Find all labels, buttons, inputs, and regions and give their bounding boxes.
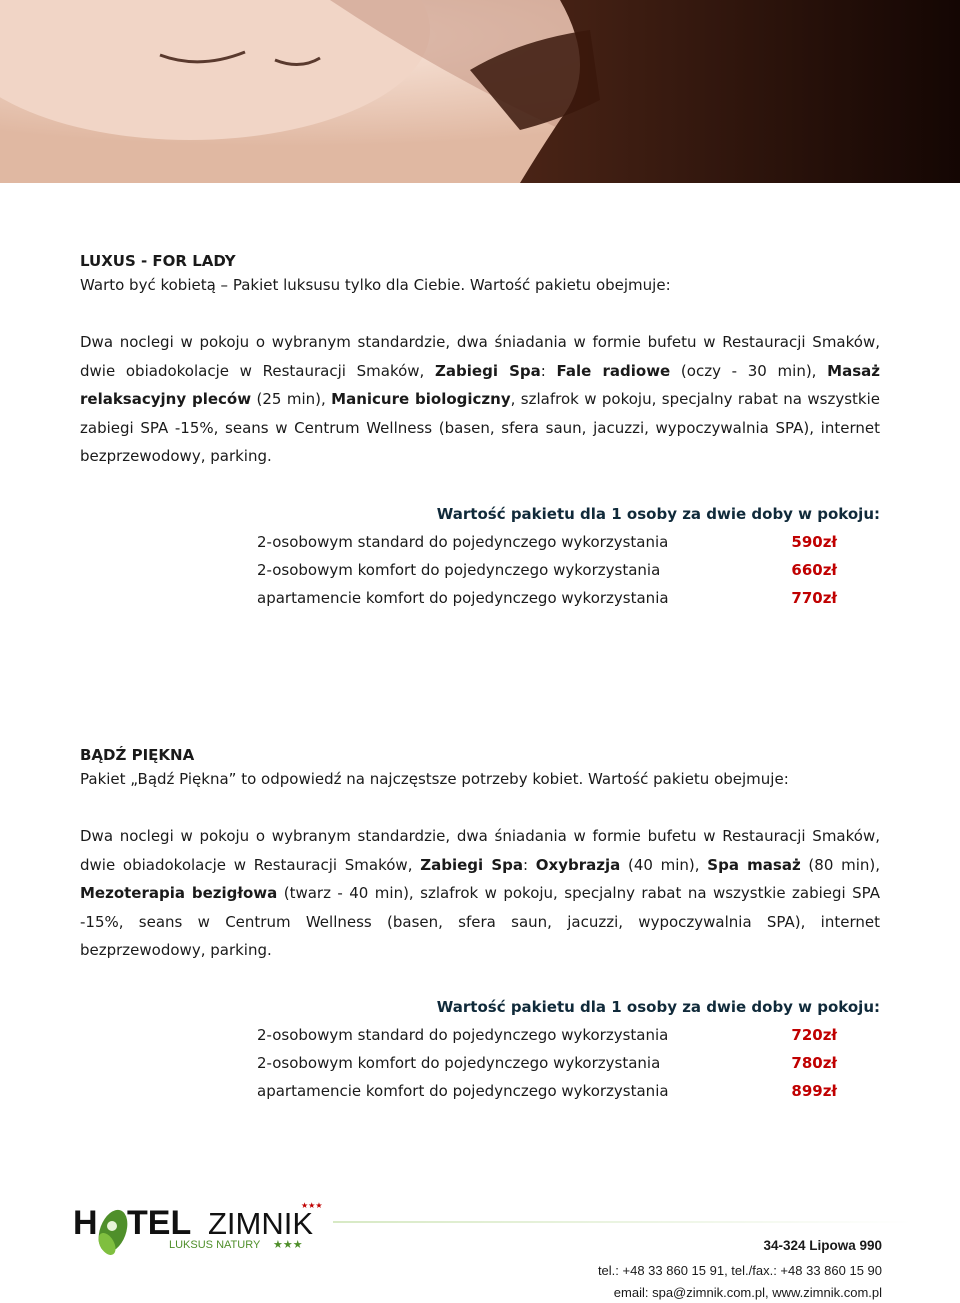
highlighted-treatment: Oxybrazja: [535, 855, 621, 874]
logo-bottom-stars: ★★★: [273, 1238, 303, 1251]
logo-tagline: LUKSUS NATURY: [169, 1239, 261, 1251]
highlighted-treatment: Zabiegi Spa: [420, 855, 523, 874]
price-table-luxus: [257, 500, 880, 612]
price-value: 770zł: [791, 589, 837, 607]
highlighted-treatment: Zabiegi Spa: [435, 361, 541, 380]
highlighted-treatment: Spa masaż: [707, 855, 801, 874]
highlighted-treatment: Mezoterapia bezigłowa: [80, 884, 278, 902]
package-description: [80, 822, 880, 965]
price-heading: Wartość pakietu dla 1 osoby za dwie doby w pokoju:: [436, 998, 880, 1016]
room-type-label: 2-osobowym komfort do pojedynczego wykorzystania: [257, 561, 661, 579]
package-badz-piekna: [80, 745, 880, 965]
description-text: :: [540, 361, 557, 380]
description-text: , szlafrok w pokoju, specjalny rabat na wszystkie zabiegi SPA -15%, seans w Centrum Wellness (basen, sfera saun, jacuzzi, wypoczywalnia SPA), internet bezprzewodowy, parking.: [80, 390, 880, 465]
description-text: (80 min),: [800, 855, 880, 874]
footer-email: email: spa@zimnik.com.pl, www.zimnik.com.pl: [613, 1285, 882, 1300]
price-row: [257, 1049, 880, 1077]
package-description: [80, 328, 880, 471]
description-text: (40 min),: [620, 855, 708, 874]
room-type-label: 2-osobowym standard do pojedynczego wykorzystania: [257, 533, 669, 551]
footer-phone: tel.: +48 33 860 15 91, tel./fax.: +48 33 860 15 90: [597, 1263, 882, 1278]
package-intro: Pakiet „Bądź Piękna” to odpowiedź na najczęstsze potrzeby kobiet. Wartość pakietu obejmuje:: [80, 770, 789, 788]
price-table-badz-piekna: [257, 993, 880, 1105]
package-luxus-for-lady: [80, 251, 880, 471]
footer-divider: [333, 1221, 913, 1223]
price-value: 899zł: [791, 1082, 837, 1100]
logo-letter-h: H: [73, 1204, 98, 1242]
room-type-label: 2-osobowym standard do pojedynczego wykorzystania: [257, 1026, 669, 1044]
room-type-label: 2-osobowym komfort do pojedynczego wykorzystania: [257, 1054, 661, 1072]
room-type-label: apartamencie komfort do pojedynczego wykorzystania: [257, 1082, 669, 1100]
hero-spa-photo: [0, 0, 960, 183]
package-intro: Warto być kobietą – Pakiet luksusu tylko dla Ciebie. Wartość pakietu obejmuje:: [80, 276, 671, 294]
logo-word-tel: TEL: [127, 1204, 192, 1242]
logo-top-stars: ★★★: [301, 1201, 323, 1210]
description-text: :: [522, 855, 536, 874]
description-text: Dwa noclegi w pokoju o wybranym standardzie, dwa śniadania w formie bufetu w Restauracji Smaków, dwie obiadokolacje w Restauracji Smaków,: [80, 827, 880, 874]
highlighted-treatment: Fale radiowe: [556, 361, 671, 380]
logo-graphic: [73, 1196, 333, 1266]
price-row: [257, 1021, 880, 1049]
highlighted-treatment: Masaż relaksacyjny pleców: [80, 361, 880, 408]
price-heading: Wartość pakietu dla 1 osoby za dwie doby w pokoju:: [436, 505, 880, 523]
price-row: [257, 556, 880, 584]
description-text: Dwa noclegi w pokoju o wybranym standardzie, dwa śniadania w formie bufetu w Restauracji Smaków, dwie obiadokolacje w Restauracji Smaków,: [80, 333, 880, 380]
description-text: (oczy - 30 min),: [670, 361, 828, 380]
hotel-zimnik-logo: [73, 1196, 333, 1266]
price-row: [257, 1077, 880, 1105]
price-value: 590zł: [791, 533, 837, 551]
price-value: 720zł: [791, 1026, 837, 1044]
package-title: LUXUS - FOR LADY: [80, 252, 236, 270]
price-value: 660zł: [791, 561, 837, 579]
price-row: [257, 584, 880, 612]
footer-address: 34-324 Lipowa 990: [763, 1238, 882, 1253]
price-row: [257, 528, 880, 556]
room-type-label: apartamencie komfort do pojedynczego wykorzystania: [257, 589, 669, 607]
highlighted-treatment: Manicure biologiczny: [331, 390, 511, 408]
description-text: (twarz - 40 min), szlafrok w pokoju, specjalny rabat na wszystkie zabiegi SPA -15%, seans w Centrum Wellness (basen, sfera saun, jacuzzi, wypoczywalnia SPA), internet bezprzewodowy, parking.: [80, 884, 881, 959]
description-text: (25 min),: [251, 390, 332, 408]
logo-word-zimnik: ZIMNIK: [208, 1206, 314, 1241]
price-value: 780zł: [791, 1054, 837, 1072]
package-title: BĄDŹ PIĘKNA: [80, 746, 195, 764]
